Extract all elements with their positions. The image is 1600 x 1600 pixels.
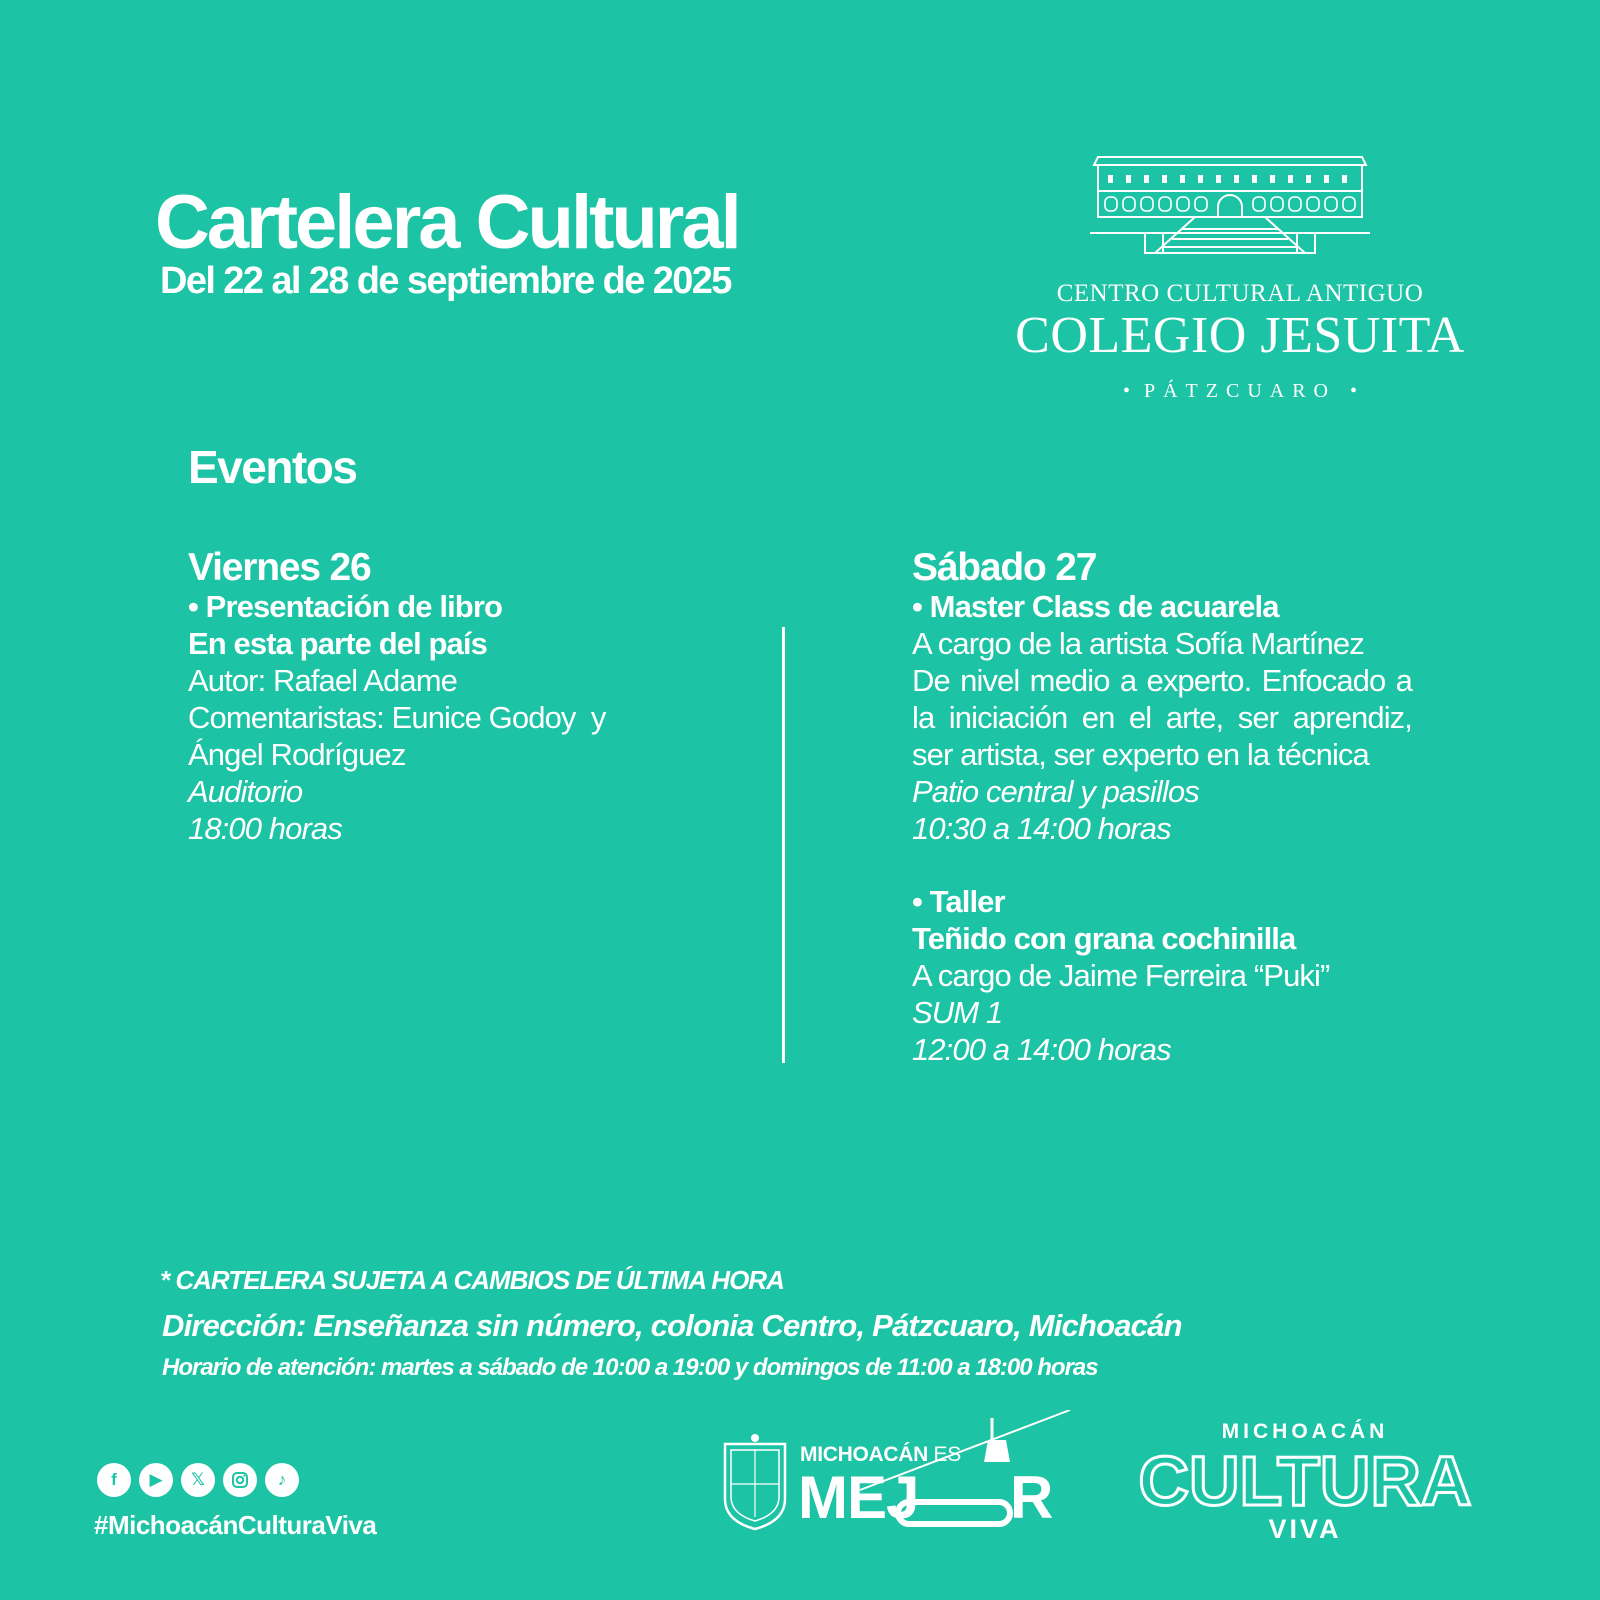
poster-title: Cartelera Cultural (155, 180, 739, 265)
facebook-icon[interactable]: f (97, 1463, 131, 1497)
saturday-event2-title: Teñido con grana cochinilla (912, 921, 1296, 956)
logo-line-2: COLEGIO JESUITA (1015, 307, 1465, 364)
youtube-icon[interactable]: ▶ (139, 1463, 173, 1497)
logo-city: PÁTZCUARO (1143, 380, 1336, 402)
saturday-event1-instructor: A cargo de la artista Sofía Martínez (912, 626, 1364, 661)
building-icon (990, 155, 1490, 275)
saturday-event2-time: 12:00 a 14:00 horas (912, 1032, 1171, 1067)
friday-day: Viernes 26 (188, 546, 371, 589)
gov-logo-es: ES (933, 1443, 961, 1466)
friday-author: Autor: Rafael Adame (188, 663, 457, 698)
saturday-event1-type: • Master Class de acuarela (912, 589, 1279, 624)
disclaimer-note: * CARTELERA SUJETA A CAMBIOS DE ÚLTIMA HORA (160, 1265, 784, 1295)
friday-time: 18:00 horas (188, 811, 342, 846)
friday-column (188, 548, 708, 847)
friday-event-type: • Presentación de libro (188, 589, 503, 624)
x-icon[interactable]: 𝕏 (181, 1463, 215, 1497)
hashtag: #MichoacánCulturaViva (94, 1510, 377, 1540)
friday-commentators-1: Comentaristas: Eunice Godoy y (188, 700, 606, 735)
logo-dot: • (1122, 380, 1130, 402)
logo-line-3 (990, 380, 1490, 403)
tiktok-icon[interactable]: ♪ (265, 1463, 299, 1497)
instagram-icon[interactable] (223, 1463, 257, 1497)
culture-logo-top: MICHOACÁN (1221, 1420, 1389, 1443)
section-title: Eventos (188, 441, 357, 493)
friday-event-title: En esta parte del país (188, 626, 487, 661)
opening-hours: Horario de atención: martes a sábado de 10:00 a 19:00 y domingos de 11:00 a 18:00 horas (162, 1354, 1098, 1381)
column-divider (782, 627, 785, 1063)
logo-dot: • (1350, 380, 1358, 402)
social-icons (97, 1463, 299, 1497)
friday-commentators-2: Ángel Rodríguez (188, 737, 406, 772)
michoacan-es-mejor-logo (720, 1410, 1100, 1540)
saturday-column (912, 548, 1412, 1068)
friday-venue: Auditorio (188, 774, 303, 809)
saturday-event2-venue: SUM 1 (912, 995, 1003, 1030)
logo-line-1: CENTRO CULTURAL ANTIGUO (1056, 280, 1424, 307)
saturday-event1-venue: Patio central y pasillos (912, 774, 1199, 809)
date-range: Del 22 al 28 de septiembre de 2025 (160, 260, 731, 302)
colegio-jesuita-logo (990, 155, 1490, 405)
culture-logo-middle: CULTURA (1138, 1442, 1472, 1520)
saturday-event1-time: 10:30 a 14:00 horas (912, 811, 1171, 846)
saturday-event1-description: De nivel medio a experto. Enfocado a la iniciación en el arte, ser aprendiz, ser artista, ser experto en la técnica (912, 663, 1412, 772)
gov-logo-mej: MEJ (798, 1464, 919, 1531)
saturday-day: Sábado 27 (912, 546, 1097, 589)
gov-logo-r: R (1010, 1464, 1054, 1531)
saturday-event2-type: • Taller (912, 884, 1005, 919)
address: Dirección: Enseñanza sin número, colonia Centro, Pátzcuaro, Michoacán (162, 1308, 1182, 1343)
culture-logo-bottom: VIVA (1268, 1514, 1342, 1544)
gov-logo-state: MICHOACÁN (800, 1443, 928, 1466)
michoacan-cultura-viva-logo (1135, 1420, 1475, 1550)
saturday-event2-instructor: A cargo de Jaime Ferreira “Puki” (912, 958, 1330, 993)
